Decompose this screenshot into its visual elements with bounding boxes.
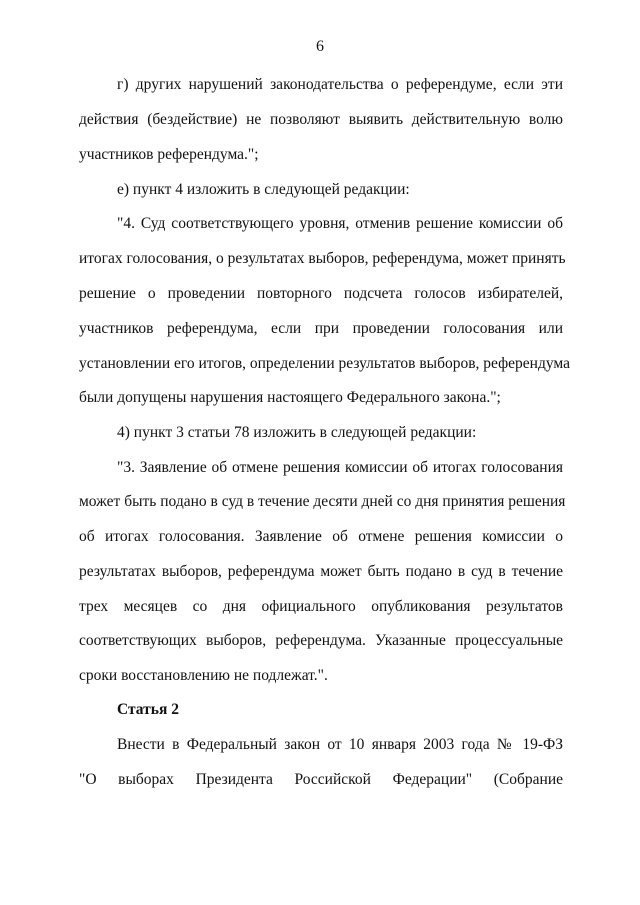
text-line: может быть подано в суд в течение десяти дней со дня принятия решения	[79, 493, 566, 510]
text-line: соответствующих выборов, референдума. Указанные процессуальные	[79, 632, 563, 649]
text-line: "4. Суд соответствующего уровня, отменив решение комиссии об	[117, 215, 563, 232]
text-line: действия (бездействие) не позволяют выявить действительную волю	[79, 111, 563, 128]
text-line: трех месяцев со дня официального опубликования результатов	[79, 598, 563, 615]
text-line: е) пункт 4 изложить в следующей редакции:	[117, 181, 410, 198]
text-line: об итогах голосования. Заявление об отмене решения комиссии о	[79, 528, 563, 545]
text-line: результатах выборов, референдума может быть подано в суд в течение	[79, 563, 563, 580]
text-line: сроки восстановлению не подлежат.".	[79, 667, 328, 684]
page-number: 6	[316, 38, 324, 55]
text-line: г) других нарушений законодательства о референдуме, если эти	[117, 76, 563, 93]
text-line: были допущены нарушения настоящего Федерального закона.";	[79, 389, 501, 406]
text-line: 4) пункт 3 статьи 78 изложить в следующей редакции:	[117, 424, 477, 441]
text-line: решение о проведении повторного подсчета голосов избирателей,	[79, 285, 563, 302]
article-heading: Статья 2	[117, 701, 179, 718]
text-line: "3. Заявление об отмене решения комиссии об итогах голосования	[117, 459, 563, 476]
text-line: итогах голосования, о результатах выборов, референдума, может принять	[79, 250, 566, 267]
text-line: установлении его итогов, определении результатов выборов, референдума	[79, 355, 570, 372]
text-line: "О выборах Президента Российской Федерации" (Собрание	[79, 771, 563, 788]
text-line: участников референдума, если при проведении голосования или	[79, 320, 563, 337]
text-line: участников референдума.";	[79, 146, 259, 163]
text-line: Внести в Федеральный закон от 10 января 2003 года № 19-ФЗ	[117, 736, 563, 753]
